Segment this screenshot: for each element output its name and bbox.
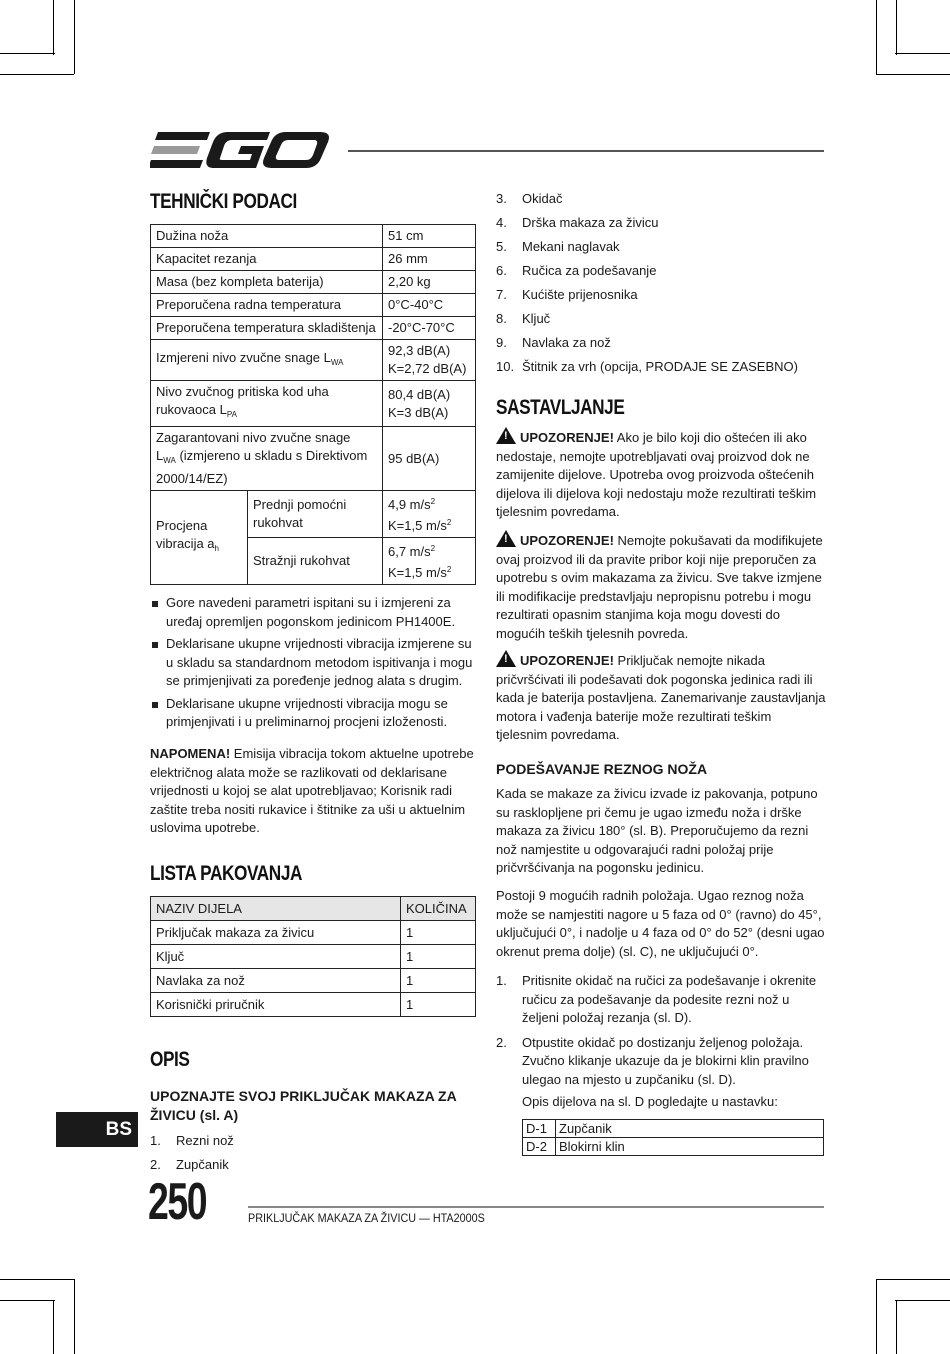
part-qty: 1 bbox=[401, 921, 476, 945]
part-name: Blokirni klin bbox=[556, 1138, 824, 1156]
spec-label: Masa (bez kompleta baterija) bbox=[151, 271, 383, 294]
crop-mark bbox=[876, 1279, 950, 1280]
page-number: 250 bbox=[148, 1173, 207, 1231]
column-header: NAZIV DIJELA bbox=[151, 897, 401, 921]
table-row bbox=[151, 491, 476, 538]
crop-mark bbox=[876, 1279, 877, 1354]
vibration-label: Procjena vibracija $a_h$ bbox=[151, 491, 248, 585]
crop-mark bbox=[53, 1300, 54, 1354]
spec-label: Stražnji rukohvat bbox=[248, 538, 383, 585]
parts-list-left bbox=[150, 1129, 234, 1177]
adjust-paragraph: Kada se makaze za živicu izvade iz pakovanja, potpuno su rasklopljene pri čemu je ugao između noža i drške makaza za živicu 180° (sl. B). Preporučujemo da rezni nož namjestite u odgovarajući radni položaj prije pričvršćivanja na pogonsku jedinicu. bbox=[496, 786, 818, 875]
parts-table bbox=[522, 1119, 824, 1156]
spec-label: Prednji pomoćni rukohvat bbox=[248, 491, 383, 538]
specs-table bbox=[150, 224, 476, 585]
list-item: 2. Zupčanik bbox=[150, 1157, 229, 1172]
opis-subheading: UPOZNAJTE SVOJ PRIKLJUČAK MAKAZA ZA ŽIVICU (sl. A) bbox=[150, 1088, 457, 1123]
list-item: Gore navedeni parametri ispitani su i izmjereni za uređaj opremljen pogonskom jedinicom PH1400E. bbox=[150, 594, 480, 631]
table-row bbox=[151, 248, 476, 271]
footer-rule bbox=[248, 1206, 824, 1208]
adjust-heading: PODEŠAVANJE REZNOG NOŽA bbox=[496, 761, 708, 777]
part-qty: 1 bbox=[401, 969, 476, 993]
crop-mark bbox=[896, 0, 897, 55]
spec-label: Zagarantovani nivo zvučne snage $L_{WA}$ (izmjereno u skladu s Direktivom 2000/14/EZ) bbox=[151, 427, 383, 491]
adjust-steps bbox=[496, 972, 826, 1095]
spec-label: Preporučena radna temperatura bbox=[151, 294, 383, 317]
parts-intro: Opis dijelova na sl. D pogledajte u nastavku: bbox=[522, 1094, 778, 1109]
table-row bbox=[151, 921, 476, 945]
list-item: 4. Drška makaza za živicu bbox=[496, 215, 659, 230]
warning-icon bbox=[496, 650, 516, 667]
spec-value: -20°C-70°C bbox=[383, 317, 476, 340]
part-code: D-2 bbox=[523, 1138, 556, 1156]
part-qty: 1 bbox=[401, 945, 476, 969]
table-row bbox=[151, 271, 476, 294]
part-name: Priključak makaza za živicu bbox=[151, 921, 401, 945]
spec-label: Kapacitet rezanja bbox=[151, 248, 383, 271]
warning-icon bbox=[496, 427, 516, 444]
table-row bbox=[151, 993, 476, 1017]
crop-mark bbox=[895, 1300, 950, 1301]
adjust-paragraph: Postoji 9 mogućih radnih položaja. Ugao reznog noža može se namjestiti nagore u 5 faza od 0° (ravno) do 45°, uključujući 0°, i nadolje u 4 faza od 0° do 52° (desni ugao okrenut prema dolje) (sl. C), ne uključujući 0°. bbox=[496, 888, 825, 959]
table-header-row bbox=[151, 897, 476, 921]
list-item: Deklarisane ukupne vrijednosti vibracija izmjerene su u skladu sa standardnom metodom ispitivanja i mogu se primjenjivati za poređenje jednog alata s drugim. bbox=[150, 635, 480, 691]
spec-value: 80,4 dB(A) K=3 dB(A) bbox=[383, 381, 476, 427]
table-row bbox=[151, 381, 476, 427]
list-item: 10. Štitnik za vrh (opcija, PRODAJE SE ZASEBNO) bbox=[496, 359, 798, 374]
list-item: 1. Rezni nož bbox=[150, 1133, 234, 1148]
spec-value: 0°C-40°C bbox=[383, 294, 476, 317]
list-item: 6. Ručica za podešavanje bbox=[496, 263, 657, 278]
crop-mark bbox=[0, 74, 74, 75]
spec-label: Preporučena temperatura skladištenja bbox=[151, 317, 383, 340]
spec-value: 26 mm bbox=[383, 248, 476, 271]
crop-mark bbox=[876, 74, 950, 75]
header-rule bbox=[348, 150, 824, 152]
warning-paragraph: !UPOZORENJE! Ako je bilo koji dio oštećen ili ako nedostaje, nemojte upotrebljavati ovaj proizvod dok ne zamijenite dijelove. Upotreba ovog proizvoda oštećenih dijelova ili dijelova koji nedostaju može rezultirati teškim tjelesnim povredama. bbox=[496, 427, 826, 522]
crop-mark bbox=[896, 1300, 897, 1354]
list-item: 7. Kućište prijenosnika bbox=[496, 287, 638, 302]
list-item: Deklarisane ukupne vrijednosti vibracija mogu se primjenjivati i u preliminarnoj procjeni izloženosti. bbox=[150, 695, 480, 732]
table-row bbox=[523, 1120, 824, 1138]
part-name: Navlaka za nož bbox=[151, 969, 401, 993]
spec-value: 6,7 $m/s^2$ K=1,5 $m/s^2$ bbox=[383, 538, 476, 585]
list-item: 1. Pritisnite okidač na ručici za podešavanje i okrenite ručicu za podešavanje da podesite rezni nož u željeni položaj rezanja (sl. D). bbox=[496, 973, 817, 1025]
table-row bbox=[151, 427, 476, 491]
ego-logo bbox=[150, 130, 330, 172]
crop-mark bbox=[895, 53, 950, 54]
notes-list bbox=[150, 594, 480, 736]
footer-title: PRIKLJUČAK MAKAZA ZA ŽIVICU — HTA2000S bbox=[248, 1211, 485, 1225]
table-row bbox=[151, 294, 476, 317]
list-item: 8. Ključ bbox=[496, 311, 551, 326]
tech-heading: TEHNIČKI PODACI bbox=[150, 190, 297, 213]
spec-value: 2,20 kg bbox=[383, 271, 476, 294]
crop-mark bbox=[74, 0, 75, 74]
table-row bbox=[151, 969, 476, 993]
language-tab: BS bbox=[56, 1112, 138, 1147]
packing-heading: LISTA PAKOVANJA bbox=[150, 862, 303, 885]
part-name: Ključ bbox=[151, 945, 401, 969]
packing-table bbox=[150, 896, 476, 1017]
table-row bbox=[151, 317, 476, 340]
list-item: 3. Okidač bbox=[496, 191, 563, 206]
warning-paragraph: !UPOZORENJE! Priključak nemojte nikada pričvršćivati ili podešavati dok pogonska jedinica radi ili kada je baterija postavljena. Zanemarivanje zaustavljanja motora i vađenja baterije može rezultirati teškim tjelesnim povredama. bbox=[496, 650, 826, 745]
crop-mark bbox=[0, 53, 55, 54]
list-item: 5. Mekani naglavak bbox=[496, 239, 620, 254]
crop-mark bbox=[53, 0, 54, 55]
spec-value: 4,9 $m/s^2$ K=1,5 $m/s^2$ bbox=[383, 491, 476, 538]
table-row bbox=[523, 1138, 824, 1156]
spec-label: Dužina noža bbox=[151, 225, 383, 248]
spec-label: Nivo zvučnog pritiska kod uha rukovaoca $L_{PA}$ bbox=[151, 381, 383, 427]
spec-value: 95 dB(A) bbox=[383, 427, 476, 491]
part-name: Korisnički priručnik bbox=[151, 993, 401, 1017]
table-row bbox=[151, 225, 476, 248]
list-item: 2. Otpustite okidač po dostizanju željenog položaja. Zvučno klikanje ukazuje da je blokirni klin pravilno ulegao na mjesto u zupčaniku (sl. D). bbox=[496, 1034, 809, 1087]
part-name: Zupčanik bbox=[556, 1120, 824, 1138]
part-qty: 1 bbox=[401, 993, 476, 1017]
column-header: KOLIČINA bbox=[401, 897, 476, 921]
table-row bbox=[151, 945, 476, 969]
spec-label: Izmjereni nivo zvučne snage $L_{WA}$ bbox=[151, 340, 383, 381]
list-item: 9. Navlaka za nož bbox=[496, 335, 611, 350]
table-row bbox=[151, 340, 476, 381]
note-paragraph: NAPOMENA! Emisija vibracija tokom aktuelne upotrebe električnog alata može se razlikovati od deklarisane vrijednosti u kojoj se alat upotrebljavao; Korisnik radi zaštite treba nositi rukavice i štitnike za uši u aktuelnim uslovima upotrebe. bbox=[150, 746, 474, 835]
opis-heading: OPIS bbox=[150, 1048, 190, 1071]
spec-value: 92,3 dB(A) K=2,72 dB(A) bbox=[383, 340, 476, 381]
crop-mark bbox=[0, 1279, 74, 1280]
crop-mark bbox=[0, 1300, 55, 1301]
part-code: D-1 bbox=[523, 1120, 556, 1138]
warning-paragraph: !UPOZORENJE! Nemojte pokušavati da modifikujete ovaj proizvod ili da pravite pribor koji nije preporučen za upotrebu s ovim makazama za živicu. Sve takve izmjene ili modifikacije predstavljaju nepropisnu potrebu i mogu rezultirati opasnim stanjima koja mogu dovesti do mogućih teških tjelesnih povreda. bbox=[496, 530, 826, 643]
crop-mark bbox=[74, 1279, 75, 1354]
parts-list-right bbox=[496, 187, 798, 379]
assembly-heading: SASTAVLJANJE bbox=[496, 396, 625, 419]
crop-mark bbox=[876, 0, 877, 74]
spec-value: 51 cm bbox=[383, 225, 476, 248]
warning-icon bbox=[496, 530, 516, 547]
